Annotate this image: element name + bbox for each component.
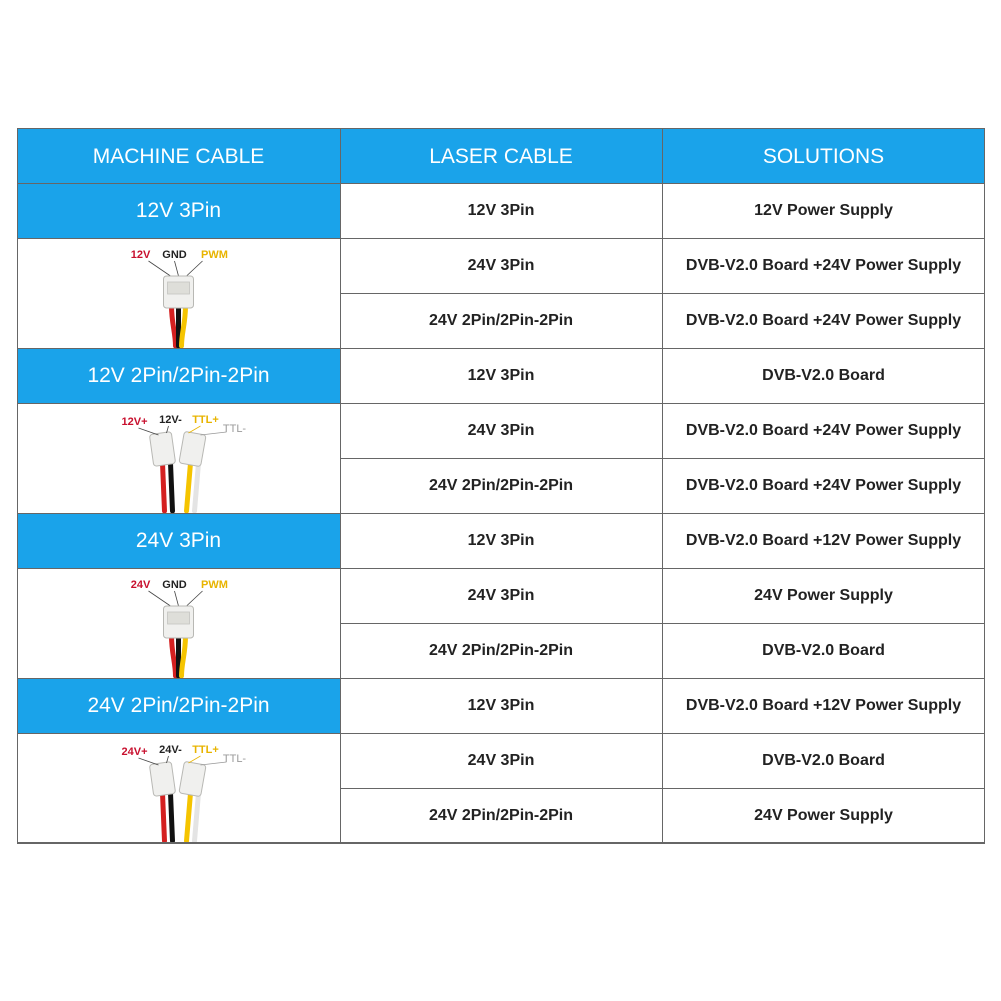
connector-slot — [168, 612, 190, 624]
wire-black — [171, 793, 173, 841]
wire-red — [172, 306, 176, 346]
solution-cell: 24V Power Supply — [754, 807, 893, 824]
header-laser-cable: LASER CABLE — [429, 145, 573, 168]
leader-line — [139, 428, 159, 435]
machine-cable-name: 12V 2Pin/2Pin-2Pin — [87, 364, 270, 387]
solution-cell: DVB-V2.0 Board +24V Power Supply — [685, 477, 962, 494]
wire-red — [163, 793, 165, 841]
laser-cable-cell: 24V 2Pin/2Pin-2Pin — [428, 642, 574, 659]
leader-line — [139, 758, 159, 765]
pin-label: TTL- — [222, 753, 247, 765]
leader-line — [189, 756, 201, 763]
laser-cable-cell: 12V 3Pin — [467, 697, 535, 714]
pin-label: TTL+ — [192, 414, 219, 426]
wire-yellow — [187, 793, 191, 841]
wire-red — [172, 636, 176, 676]
solution-cell: 24V Power Supply — [754, 587, 893, 604]
wire-yellow — [187, 463, 191, 511]
pin-label: GND — [162, 579, 187, 591]
laser-cable-cell: 24V 2Pin/2Pin-2Pin — [428, 312, 574, 329]
header-solutions: SOLUTIONS — [762, 145, 885, 168]
pin-label: 12V — [130, 249, 151, 261]
leader-line — [149, 591, 171, 606]
wire-white — [195, 793, 199, 841]
pin-label: 24V — [130, 579, 151, 591]
solution-cell: DVB-V2.0 Board — [762, 642, 885, 659]
wire-yellow — [182, 636, 186, 676]
laser-cable-cell: 24V 3Pin — [467, 257, 535, 274]
solution-cell: DVB-V2.0 Board +24V Power Supply — [685, 257, 962, 274]
laser-cable-cell: 12V 3Pin — [467, 532, 535, 549]
solution-cell: 12V Power Supply — [754, 202, 893, 219]
connector-housing — [149, 762, 175, 797]
laser-cable-cell: 24V 3Pin — [467, 422, 535, 439]
machine-cable-name: 24V 2Pin/2Pin-2Pin — [87, 694, 270, 717]
connector-housing — [149, 432, 175, 467]
laser-cable-cell: 24V 3Pin — [467, 752, 535, 769]
solution-cell: DVB-V2.0 Board +24V Power Supply — [685, 312, 962, 329]
pin-label: 24V+ — [121, 746, 148, 758]
leader-line — [175, 591, 179, 606]
laser-cable-cell: 24V 2Pin/2Pin-2Pin — [428, 807, 574, 824]
connector-housing — [179, 431, 206, 466]
pin-label: PWM — [201, 249, 228, 261]
leader-line — [189, 426, 201, 433]
wire-red — [163, 463, 165, 511]
wire-black — [171, 463, 173, 511]
solution-cell: DVB-V2.0 Board — [762, 367, 885, 384]
leader-line — [149, 261, 171, 276]
pin-label: 12V- — [159, 414, 182, 426]
pin-label: GND — [162, 249, 187, 261]
wire-white — [195, 463, 199, 511]
leader-line — [175, 261, 179, 276]
solution-cell: DVB-V2.0 Board +12V Power Supply — [685, 532, 962, 549]
pin-label: TTL+ — [192, 744, 219, 756]
connector-housing — [179, 761, 206, 796]
connector-slot — [168, 282, 190, 294]
solution-cell: DVB-V2.0 Board +12V Power Supply — [685, 697, 962, 714]
wire-yellow — [182, 306, 186, 346]
pin-label: 12V+ — [121, 416, 148, 428]
laser-cable-cell: 12V 3Pin — [467, 202, 535, 219]
solution-cell: DVB-V2.0 Board +24V Power Supply — [685, 422, 962, 439]
laser-cable-cell: 12V 3Pin — [467, 367, 535, 384]
pin-label: PWM — [201, 579, 228, 591]
machine-cable-name: 12V 3Pin — [135, 199, 222, 222]
pin-label: TTL- — [222, 423, 247, 435]
leader-line — [187, 591, 203, 606]
solution-cell: DVB-V2.0 Board — [762, 752, 885, 769]
laser-cable-cell: 24V 3Pin — [467, 587, 535, 604]
laser-cable-cell: 24V 2Pin/2Pin-2Pin — [428, 477, 574, 494]
machine-cable-name: 24V 3Pin — [135, 529, 222, 552]
leader-line — [187, 261, 203, 276]
pin-label: 24V- — [159, 744, 182, 756]
header-machine-cable: MACHINE CABLE — [92, 145, 265, 168]
